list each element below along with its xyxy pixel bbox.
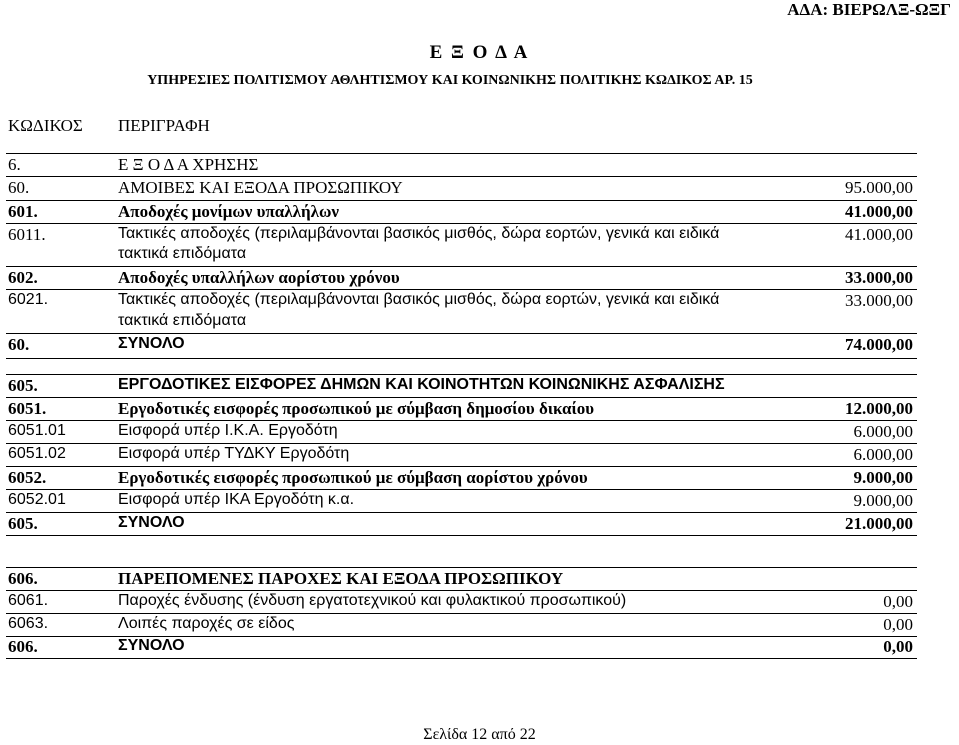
row-code: 6. (8, 155, 21, 174)
table-row (0, 245, 959, 267)
row-code: 6051.01 (8, 422, 66, 439)
page-title: Ε Ξ Ο Δ Α (429, 42, 530, 63)
row-amount: 9.000,00 (853, 491, 913, 510)
row-description: Εισφορά υπέρ Ι.Κ.Α. Εργοδότη (118, 422, 338, 439)
row-code: 60. (8, 178, 30, 197)
ada-code: ΑΔΑ: ΒΙΕΡΩΛΞ-ΩΞΓ (787, 0, 951, 19)
table-row (0, 491, 959, 513)
row-description: τακτικά επιδόματα (118, 312, 247, 329)
row-description: ΣΥΝΟΛΟ (118, 514, 185, 531)
row-amount: 41.000,00 (845, 202, 913, 221)
row-code: 6051. (8, 399, 47, 418)
row-amount: 6.000,00 (853, 445, 913, 464)
divider (6, 567, 917, 568)
table-row (0, 155, 959, 177)
table-row (0, 569, 959, 591)
table-row (0, 445, 959, 467)
row-code: 605. (8, 514, 38, 533)
table-row (0, 178, 959, 200)
row-amount: 21.000,00 (845, 514, 913, 533)
row-amount: 0,00 (883, 637, 913, 656)
row-code: 606. (8, 637, 38, 656)
row-description: Εργοδοτικές εισφορές προσωπικού με σύμβαση αορίστου χρόνου (118, 468, 588, 487)
table-row (0, 376, 959, 398)
row-description: Παροχές ένδυσης (ένδυση εργατοτεχνικού και φυλακτικού προσωπικού) (118, 592, 627, 609)
row-code: 6021. (8, 291, 49, 308)
row-description: Λοιπές παροχές σε είδος (118, 615, 295, 632)
row-amount: 12.000,00 (845, 399, 913, 418)
row-description: ΕΡΓΟΔΟΤΙΚΕΣ ΕΙΣΦΟΡΕΣ ΔΗΜΩΝ ΚΑΙ ΚΟΙΝΟΤΗΤΩΝ ΚΟΙΝΩΝΙΚΗΣ ΑΣΦΑΛΙΣΗΣ (118, 376, 725, 393)
row-amount: 0,00 (883, 615, 913, 634)
table-row (0, 615, 959, 637)
row-amount: 95.000,00 (845, 178, 913, 197)
table-row (0, 592, 959, 614)
row-code: 606. (8, 569, 38, 588)
table-row (0, 637, 959, 659)
row-description: ΣΥΝΟΛΟ (118, 335, 185, 352)
row-description: Εισφορά υπέρ ΤΥΔΚΥ Εργοδότη (118, 445, 350, 462)
row-code: 6011. (8, 225, 46, 244)
row-description: Εργοδοτικές εισφορές προσωπικού με σύμβαση δημοσίου δικαίου (118, 399, 595, 418)
row-description: Εισφορά υπέρ ΙΚΑ Εργοδότη κ.α. (118, 491, 355, 508)
row-code: 601. (8, 202, 38, 221)
row-code: 602. (8, 268, 38, 287)
table-row (0, 468, 959, 490)
row-description: Τακτικές αποδοχές (περιλαμβάνονται βασικός μισθός, δώρα εορτών, γενικά και ειδικά (118, 291, 720, 308)
table-row (0, 268, 959, 290)
page-number: Σελίδα 12 από 22 (423, 726, 536, 743)
row-description: τακτικά επιδόματα (118, 245, 247, 262)
row-description: Αποδοχές μονίμων υπαλλήλων (118, 202, 340, 221)
table-row (0, 291, 959, 313)
row-amount: 9.000,00 (853, 468, 913, 487)
page-subtitle: ΥΠΗΡΕΣΙΕΣ ΠΟΛΙΤΙΣΜΟΥ ΑΘΛΗΤΙΣΜΟΥ ΚΑΙ ΚΟΙΝΩΝΙΚΗΣ ΠΟΛΙΤΙΚΗΣ ΚΩΔΙΚΟΣ ΑΡ. 15 (147, 73, 753, 88)
table-row (0, 202, 959, 224)
row-description: Τακτικές αποδοχές (περιλαμβάνονται βασικός μισθός, δώρα εορτών, γενικά και ειδικά (118, 225, 720, 242)
row-code: 60. (8, 335, 30, 354)
row-description: Ε Ξ Ο Δ Α ΧΡΗΣΗΣ (118, 155, 259, 174)
row-amount: 0,00 (883, 592, 913, 611)
row-amount: 41.000,00 (845, 225, 913, 244)
row-description: Αποδοχές υπαλλήλων αορίστου χρόνου (118, 268, 400, 287)
row-description: ΣΥΝΟΛΟ (118, 637, 185, 654)
row-description: ΠΑΡΕΠΟΜΕΝΕΣ ΠΑΡΟΧΕΣ ΚΑΙ ΕΞΟΔΑ ΠΡΟΣΩΠΙΚΟΥ (118, 569, 564, 588)
table-row (0, 514, 959, 536)
row-amount: 6.000,00 (853, 422, 913, 441)
column-header-code: ΚΩΔΙΚΟΣ (8, 116, 83, 135)
row-amount: 33.000,00 (845, 268, 913, 287)
row-code: 6061. (8, 592, 49, 609)
row-code: 6063. (8, 615, 49, 632)
table-row (0, 422, 959, 444)
divider (6, 358, 917, 359)
row-amount: 33.000,00 (845, 291, 913, 310)
table-row (0, 399, 959, 421)
row-code: 6051.02 (8, 445, 66, 462)
row-amount: 74.000,00 (845, 335, 913, 354)
divider (6, 374, 917, 375)
row-description: ΑΜΟΙΒΕΣ ΚΑΙ ΕΞΟΔΑ ΠΡΟΣΩΠΙΚΟΥ (118, 178, 403, 197)
divider (6, 200, 917, 201)
divider (6, 153, 917, 154)
row-code: 6052. (8, 468, 47, 487)
table-row (0, 335, 959, 357)
table-row (0, 312, 959, 334)
row-code: 6052.01 (8, 491, 66, 508)
row-code: 605. (8, 376, 38, 395)
column-header-description: ΠΕΡΙΓΡΑΦΗ (118, 116, 210, 135)
table-row (0, 225, 959, 247)
